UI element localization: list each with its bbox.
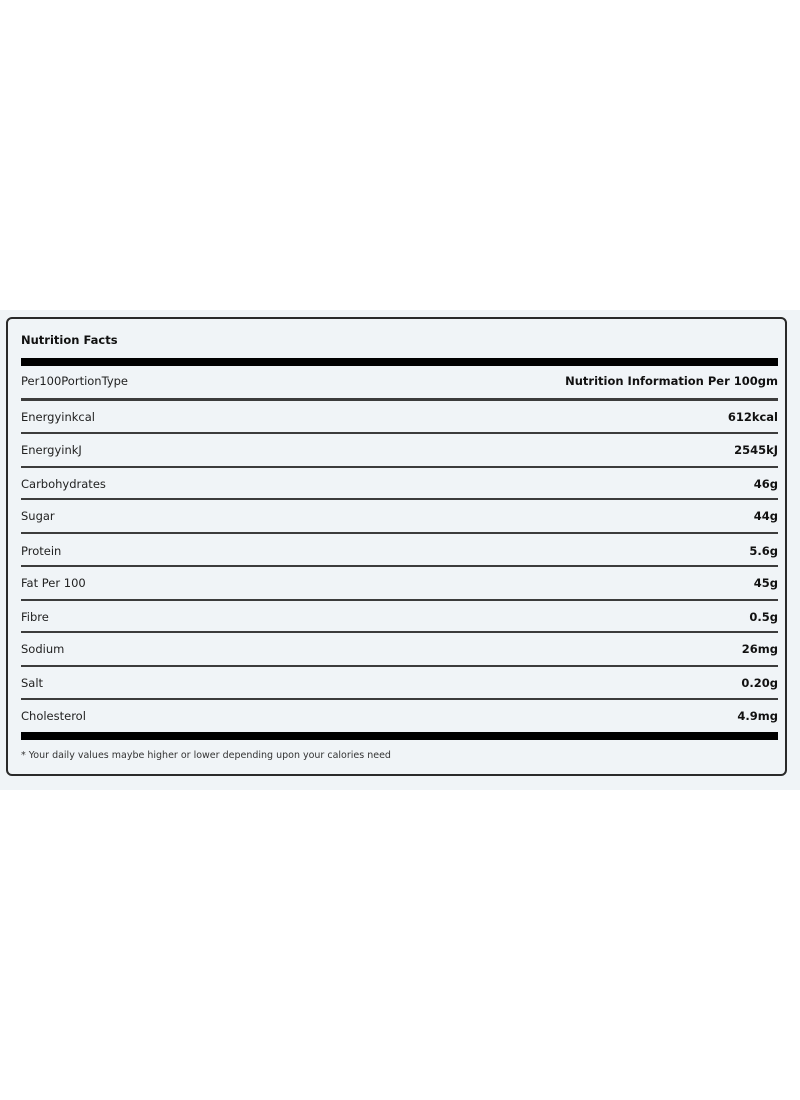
top-thick-divider xyxy=(21,358,778,366)
header-divider xyxy=(21,398,778,401)
row-label: Protein xyxy=(21,544,62,558)
header-row xyxy=(21,372,778,390)
row-divider xyxy=(21,698,778,700)
bottom-thick-divider xyxy=(21,732,778,740)
table-row xyxy=(21,408,778,426)
row-value: 45g xyxy=(753,576,778,590)
footnote: * Your daily values maybe higher or lower depending upon your calories need xyxy=(21,750,391,761)
row-value: 612kcal xyxy=(727,410,778,424)
row-divider xyxy=(21,466,778,468)
row-label: Carbohydrates xyxy=(21,477,106,491)
row-value: 46g xyxy=(753,477,778,491)
table-row xyxy=(21,507,778,525)
row-divider xyxy=(21,631,778,633)
row-value: 44g xyxy=(753,509,778,523)
header-label: Per100PortionType xyxy=(21,374,129,388)
row-label: Fat Per 100 xyxy=(21,576,86,590)
table-row xyxy=(21,542,778,560)
row-value: 4.9mg xyxy=(737,709,778,723)
nutrition-facts-panel xyxy=(6,317,787,776)
table-row xyxy=(21,674,778,692)
table-row xyxy=(21,640,778,658)
row-divider xyxy=(21,432,778,434)
table-row xyxy=(21,608,778,626)
row-divider xyxy=(21,498,778,500)
row-label: Sugar xyxy=(21,509,55,523)
row-divider xyxy=(21,565,778,567)
row-divider xyxy=(21,532,778,534)
row-label: Sodium xyxy=(21,642,65,656)
panel-title: Nutrition Facts xyxy=(21,333,118,347)
table-row xyxy=(21,707,778,725)
row-label: Energyinkcal xyxy=(21,410,95,424)
row-label: Salt xyxy=(21,676,44,690)
row-value: 2545kJ xyxy=(734,443,778,457)
row-label: Cholesterol xyxy=(21,709,86,723)
row-value: 26mg xyxy=(741,642,778,656)
row-value: 0.20g xyxy=(741,676,778,690)
table-row xyxy=(21,441,778,459)
row-label: Fibre xyxy=(21,610,49,624)
table-row xyxy=(21,574,778,592)
row-divider xyxy=(21,665,778,667)
row-value: 0.5g xyxy=(749,610,778,624)
row-label: EnergyinkJ xyxy=(21,443,82,457)
row-divider xyxy=(21,599,778,601)
table-row xyxy=(21,475,778,493)
row-value: 5.6g xyxy=(749,544,778,558)
header-value: Nutrition Information Per 100gm xyxy=(565,374,778,388)
